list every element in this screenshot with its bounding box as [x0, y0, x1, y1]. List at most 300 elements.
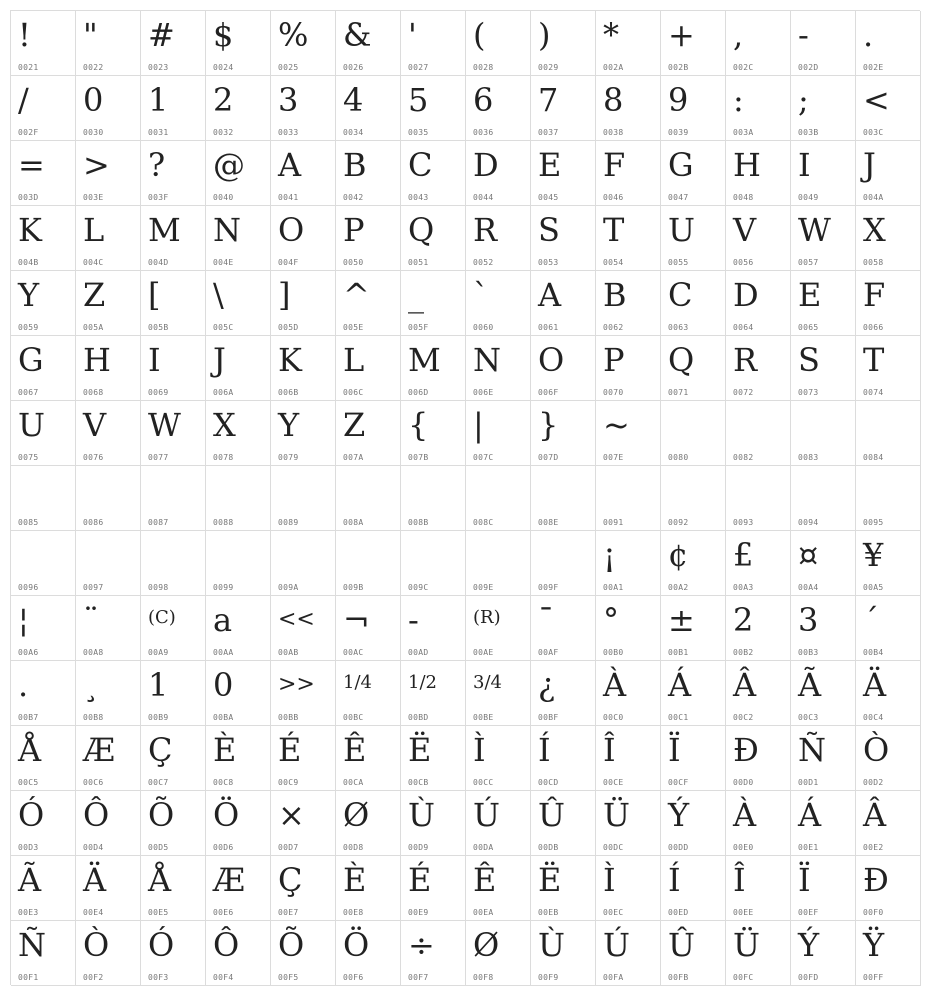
glyph-char: ~ [603, 406, 630, 444]
glyph-codepoint: 00F2 [83, 973, 104, 982]
glyph-codepoint: 00E2 [863, 843, 884, 852]
glyph-codepoint: 00FF [863, 973, 884, 982]
glyph-codepoint: 00CA [343, 778, 364, 787]
glyph-char: Ö [343, 926, 370, 964]
glyph-cell [271, 596, 336, 661]
glyph-codepoint: 0064 [733, 323, 754, 332]
glyph-cell [206, 466, 271, 531]
glyph-char: " [83, 16, 98, 54]
glyph-cell [596, 401, 661, 466]
glyph-codepoint: 0080 [668, 453, 689, 462]
glyph-cell [856, 726, 921, 791]
glyph-char: (R) [473, 607, 501, 628]
glyph-cell [726, 596, 791, 661]
glyph-char: ¸ [83, 666, 99, 704]
glyph-codepoint: 0058 [863, 258, 884, 267]
glyph-cell [531, 531, 596, 596]
glyph-cell [726, 336, 791, 401]
glyph-cell [271, 271, 336, 336]
glyph-cell [661, 141, 726, 206]
glyph-codepoint: 00BC [343, 713, 364, 722]
glyph-cell [141, 596, 206, 661]
glyph-cell [791, 596, 856, 661]
glyph-char: = [18, 146, 45, 184]
glyph-cell [531, 401, 596, 466]
glyph-char: L [343, 341, 365, 379]
glyph-codepoint: 0040 [213, 193, 234, 202]
glyph-codepoint: 00F5 [278, 973, 299, 982]
glyph-cell [336, 791, 401, 856]
glyph-char: T [603, 211, 625, 249]
glyph-codepoint: 004E [213, 258, 234, 267]
glyph-cell [11, 401, 76, 466]
glyph-char: È [343, 861, 367, 899]
glyph-codepoint: 0039 [668, 128, 689, 137]
glyph-codepoint: 0037 [538, 128, 559, 137]
glyph-char: Ì [603, 861, 616, 899]
glyph-codepoint: 00F7 [408, 973, 429, 982]
glyph-cell [466, 596, 531, 661]
glyph-cell [661, 11, 726, 76]
glyph-char: B [603, 276, 627, 314]
glyph-codepoint: 0074 [863, 388, 884, 397]
glyph-cell [596, 206, 661, 271]
glyph-codepoint: 0048 [733, 193, 754, 202]
glyph-cell [596, 921, 661, 986]
glyph-char: ¨ [83, 601, 99, 639]
glyph-codepoint: 009F [538, 583, 559, 592]
glyph-codepoint: 0056 [733, 258, 754, 267]
glyph-cell [531, 336, 596, 401]
glyph-codepoint: 0079 [278, 453, 299, 462]
glyph-cell [661, 791, 726, 856]
glyph-cell [791, 661, 856, 726]
glyph-char: * [603, 16, 619, 54]
glyph-codepoint: 00A5 [863, 583, 884, 592]
glyph-char: B [343, 146, 367, 184]
glyph-cell [726, 531, 791, 596]
glyph-char: J [213, 341, 226, 379]
glyph-char: ¤ [798, 536, 819, 574]
glyph-char: 2 [213, 81, 234, 119]
glyph-codepoint: 00C2 [733, 713, 754, 722]
glyph-cell [76, 921, 141, 986]
glyph-codepoint: 0038 [603, 128, 624, 137]
glyph-char: N [473, 341, 501, 379]
glyph-cell [206, 661, 271, 726]
glyph-cell [336, 76, 401, 141]
glyph-cell [336, 401, 401, 466]
glyph-cell [141, 856, 206, 921]
glyph-cell [596, 141, 661, 206]
glyph-cell [726, 401, 791, 466]
glyph-cell [791, 11, 856, 76]
glyph-cell [336, 206, 401, 271]
glyph-char: ° [603, 601, 619, 639]
glyph-codepoint: 004B [18, 258, 39, 267]
glyph-codepoint: 00E0 [733, 843, 754, 852]
glyph-char: Ý [668, 796, 690, 834]
glyph-cell [206, 856, 271, 921]
glyph-char: Ç [278, 861, 303, 899]
glyph-char: Ì [473, 731, 486, 769]
glyph-cell [661, 336, 726, 401]
glyph-codepoint: 00B4 [863, 648, 884, 657]
glyph-char: Ù [408, 796, 435, 834]
glyph-char: \ [213, 276, 224, 314]
glyph-char: , [733, 16, 744, 54]
glyph-cell [791, 726, 856, 791]
glyph-codepoint: 00DB [538, 843, 559, 852]
glyph-char: Ê [473, 861, 497, 899]
glyph-char: D [733, 276, 759, 314]
glyph-cell [271, 531, 336, 596]
glyph-codepoint: 005A [83, 323, 104, 332]
glyph-codepoint: 00A6 [18, 648, 39, 657]
glyph-codepoint: 0045 [538, 193, 559, 202]
glyph-cell [856, 596, 921, 661]
glyph-codepoint: 0034 [343, 128, 364, 137]
glyph-char: Ñ [798, 731, 826, 769]
glyph-char: Ï [798, 861, 811, 899]
glyph-codepoint: 00C9 [278, 778, 299, 787]
glyph-codepoint: 004A [863, 193, 884, 202]
glyph-cell [466, 401, 531, 466]
glyph-cell [206, 921, 271, 986]
glyph-codepoint: 0071 [668, 388, 689, 397]
glyph-char: } [538, 406, 559, 444]
glyph-char: M [408, 341, 441, 379]
glyph-cell [141, 11, 206, 76]
glyph-cell [726, 466, 791, 531]
glyph-cell [141, 271, 206, 336]
glyph-cell [141, 791, 206, 856]
glyph-codepoint: 0053 [538, 258, 559, 267]
glyph-codepoint: 00D4 [83, 843, 104, 852]
glyph-char: Q [408, 211, 435, 249]
glyph-cell [856, 336, 921, 401]
glyph-codepoint: 005F [408, 323, 429, 332]
glyph-char: a [213, 601, 233, 639]
glyph-cell [271, 401, 336, 466]
glyph-char: Ø [473, 926, 500, 964]
glyph-codepoint: 0091 [603, 518, 624, 527]
glyph-cell [661, 531, 726, 596]
glyph-codepoint: 0087 [148, 518, 169, 527]
glyph-codepoint: 00A2 [668, 583, 689, 592]
glyph-char: D [473, 146, 499, 184]
glyph-cell [11, 531, 76, 596]
glyph-codepoint: 0041 [278, 193, 299, 202]
glyph-codepoint: 0060 [473, 323, 494, 332]
glyph-cell [466, 921, 531, 986]
glyph-char: É [278, 731, 302, 769]
glyph-char: É [408, 861, 432, 899]
glyph-codepoint: 00F9 [538, 973, 559, 982]
glyph-codepoint: 0096 [18, 583, 39, 592]
glyph-cell [271, 921, 336, 986]
glyph-char: ; [798, 81, 809, 119]
glyph-char: 0 [213, 666, 234, 704]
glyph-char: Ö [213, 796, 240, 834]
glyph-codepoint: 00AC [343, 648, 364, 657]
glyph-cell [856, 466, 921, 531]
glyph-char: Õ [278, 926, 305, 964]
glyph-codepoint: 00D8 [343, 843, 364, 852]
glyph-cell [11, 596, 76, 661]
glyph-codepoint: 00A9 [148, 648, 169, 657]
glyph-codepoint: 0054 [603, 258, 624, 267]
glyph-codepoint: 0062 [603, 323, 624, 332]
glyph-cell [596, 531, 661, 596]
glyph-codepoint: 0065 [798, 323, 819, 332]
glyph-codepoint: 0059 [18, 323, 39, 332]
glyph-char: Â [733, 666, 757, 704]
glyph-cell [401, 921, 466, 986]
glyph-codepoint: 0022 [83, 63, 104, 72]
glyph-cell [856, 401, 921, 466]
glyph-codepoint: 0023 [148, 63, 169, 72]
glyph-codepoint: 00E9 [408, 908, 429, 917]
glyph-codepoint: 002E [863, 63, 884, 72]
glyph-codepoint: 00CE [603, 778, 624, 787]
glyph-cell [336, 11, 401, 76]
glyph-cell [401, 596, 466, 661]
glyph-cell [401, 466, 466, 531]
glyph-codepoint: 0021 [18, 63, 39, 72]
glyph-char: 6 [473, 81, 494, 119]
glyph-char: Æ [83, 731, 116, 769]
glyph-codepoint: 0075 [18, 453, 39, 462]
glyph-char: Ë [538, 861, 562, 899]
glyph-codepoint: 00EF [798, 908, 819, 917]
glyph-char: Ï [668, 731, 681, 769]
glyph-char: 0 [83, 81, 104, 119]
glyph-char: Á [798, 796, 822, 834]
glyph-cell [856, 76, 921, 141]
glyph-cell [76, 856, 141, 921]
glyph-char: 2 [733, 601, 754, 639]
glyph-codepoint: 00B9 [148, 713, 169, 722]
glyph-cell [596, 11, 661, 76]
glyph-char: Ë [408, 731, 432, 769]
glyph-codepoint: 00F6 [343, 973, 364, 982]
glyph-char: I [798, 146, 811, 184]
glyph-char: W [148, 406, 181, 444]
glyph-codepoint: 00C4 [863, 713, 884, 722]
glyph-char: M [148, 211, 181, 249]
glyph-char: Ã [798, 666, 822, 704]
glyph-cell [271, 141, 336, 206]
glyph-char: Ù [538, 926, 565, 964]
glyph-codepoint: 0078 [213, 453, 234, 462]
glyph-cell [596, 661, 661, 726]
glyph-cell [271, 336, 336, 401]
glyph-char: Ø [343, 796, 370, 834]
glyph-codepoint: 00CC [473, 778, 494, 787]
glyph-cell [856, 271, 921, 336]
glyph-char: F [603, 146, 626, 184]
glyph-codepoint: 0088 [213, 518, 234, 527]
glyph-cell [466, 726, 531, 791]
glyph-cell [531, 206, 596, 271]
glyph-codepoint: 0083 [798, 453, 819, 462]
glyph-codepoint: 003F [148, 193, 169, 202]
glyph-codepoint: 0055 [668, 258, 689, 267]
glyph-codepoint: 00BF [538, 713, 559, 722]
glyph-char: O [278, 211, 305, 249]
glyph-cell [466, 206, 531, 271]
glyph-codepoint: 0094 [798, 518, 819, 527]
glyph-codepoint: 00D5 [148, 843, 169, 852]
glyph-codepoint: 0042 [343, 193, 364, 202]
glyph-codepoint: 008A [343, 518, 364, 527]
glyph-codepoint: 0050 [343, 258, 364, 267]
glyph-codepoint: 005D [278, 323, 299, 332]
glyph-char: R [473, 211, 498, 249]
glyph-codepoint: 002F [18, 128, 39, 137]
glyph-codepoint: 009A [278, 583, 299, 592]
glyph-char: P [343, 211, 365, 249]
glyph-char: ^ [343, 276, 370, 314]
glyph-codepoint: 00A4 [798, 583, 819, 592]
glyph-char: Z [343, 406, 366, 444]
glyph-char: 7 [538, 81, 559, 119]
glyph-cell [726, 921, 791, 986]
glyph-char: Ò [83, 926, 110, 964]
glyph-codepoint: 007E [603, 453, 624, 462]
glyph-codepoint: 0052 [473, 258, 494, 267]
glyph-cell [141, 336, 206, 401]
glyph-cell [206, 401, 271, 466]
glyph-codepoint: 0026 [343, 63, 364, 72]
glyph-char: 1/2 [408, 672, 437, 693]
glyph-cell [206, 271, 271, 336]
glyph-char: Đ [863, 861, 889, 899]
glyph-codepoint: 00A1 [603, 583, 624, 592]
glyph-cell [11, 141, 76, 206]
glyph-char: H [83, 341, 111, 379]
glyph-cell [856, 11, 921, 76]
glyph-char: Ú [603, 926, 630, 964]
glyph-char: Û [668, 926, 695, 964]
glyph-codepoint: 0027 [408, 63, 429, 72]
glyph-char: @ [213, 146, 245, 184]
glyph-cell [531, 661, 596, 726]
glyph-codepoint: 00ED [668, 908, 689, 917]
glyph-codepoint: 00B3 [798, 648, 819, 657]
glyph-cell [466, 531, 531, 596]
glyph-cell [531, 466, 596, 531]
glyph-codepoint: 0086 [83, 518, 104, 527]
glyph-codepoint: 00C5 [18, 778, 39, 787]
glyph-codepoint: 003B [798, 128, 819, 137]
glyph-codepoint: 0057 [798, 258, 819, 267]
glyph-codepoint: 0069 [148, 388, 169, 397]
glyph-cell [271, 466, 336, 531]
glyph-char: C [408, 146, 433, 184]
glyph-codepoint: 00F3 [148, 973, 169, 982]
glyph-char: Q [668, 341, 695, 379]
glyph-codepoint: 00D9 [408, 843, 429, 852]
glyph-codepoint: 00D6 [213, 843, 234, 852]
glyph-cell [336, 921, 401, 986]
glyph-char: Ý [798, 926, 820, 964]
glyph-codepoint: 00C0 [603, 713, 624, 722]
glyph-codepoint: 004D [148, 258, 169, 267]
glyph-cell [466, 661, 531, 726]
glyph-codepoint: 00AB [278, 648, 299, 657]
glyph-cell [206, 11, 271, 76]
glyph-codepoint: 00E8 [343, 908, 364, 917]
glyph-cell [661, 401, 726, 466]
glyph-cell [531, 271, 596, 336]
glyph-cell [661, 206, 726, 271]
glyph-char: C [668, 276, 693, 314]
glyph-cell [596, 336, 661, 401]
glyph-char: J [863, 146, 876, 184]
glyph-char: H [733, 146, 761, 184]
glyph-codepoint: 0047 [668, 193, 689, 202]
glyph-codepoint: 00C6 [83, 778, 104, 787]
glyph-char: F [863, 276, 886, 314]
glyph-char: Ò [863, 731, 890, 769]
glyph-codepoint: 007C [473, 453, 494, 462]
glyph-cell [661, 466, 726, 531]
glyph-codepoint: 00CD [538, 778, 559, 787]
glyph-codepoint: 004F [278, 258, 299, 267]
glyph-char: ¿ [538, 666, 556, 704]
glyph-codepoint: 0095 [863, 518, 884, 527]
glyph-codepoint: 0066 [863, 323, 884, 332]
glyph-codepoint: 00BA [213, 713, 234, 722]
glyph-char: À [733, 796, 757, 834]
glyph-char: ´ [863, 601, 879, 639]
glyph-cell [76, 596, 141, 661]
glyph-cell [531, 791, 596, 856]
glyph-cell [596, 596, 661, 661]
glyph-char: 3 [798, 601, 819, 639]
glyph-codepoint: 004C [83, 258, 104, 267]
glyph-char: Ê [343, 731, 367, 769]
glyph-char: Đ [733, 731, 759, 769]
glyph-codepoint: 0028 [473, 63, 494, 72]
glyph-char: - [408, 601, 419, 639]
glyph-cell [791, 141, 856, 206]
glyph-cell [401, 726, 466, 791]
glyph-char: Ç [148, 731, 173, 769]
glyph-cell [466, 466, 531, 531]
glyph-codepoint: 00EA [473, 908, 494, 917]
glyph-cell [791, 76, 856, 141]
glyph-cell [336, 271, 401, 336]
glyph-cell [336, 726, 401, 791]
glyph-cell [11, 76, 76, 141]
glyph-cell [726, 11, 791, 76]
glyph-codepoint: 007B [408, 453, 429, 462]
glyph-codepoint: 00E6 [213, 908, 234, 917]
glyph-cell [661, 856, 726, 921]
glyph-cell [661, 271, 726, 336]
glyph-codepoint: 0085 [18, 518, 39, 527]
glyph-codepoint: 00AE [473, 648, 494, 657]
glyph-codepoint: 00F1 [18, 973, 39, 982]
glyph-cell [596, 726, 661, 791]
glyph-cell [141, 921, 206, 986]
glyph-cell [76, 336, 141, 401]
glyph-codepoint: 006E [473, 388, 494, 397]
glyph-cell [206, 596, 271, 661]
